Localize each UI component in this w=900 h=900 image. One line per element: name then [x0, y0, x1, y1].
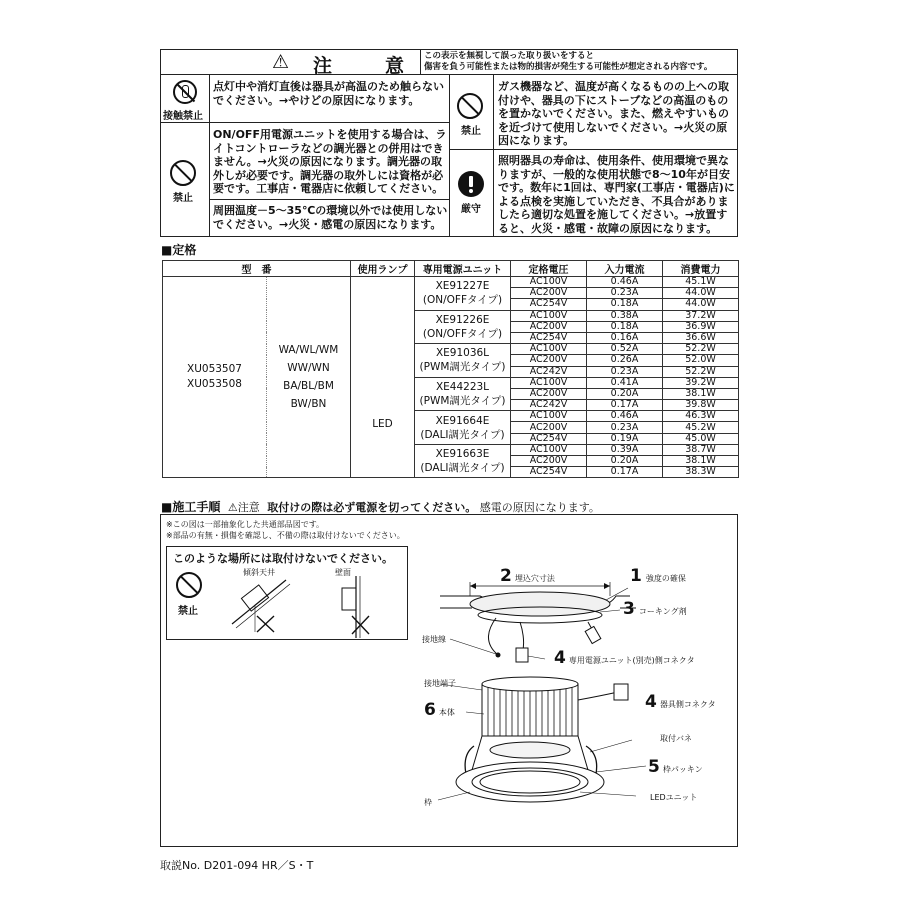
- label-1: 1 強度の確保: [630, 566, 686, 586]
- install-caution-tail: 感電の原因になります。: [479, 501, 600, 514]
- caution-title-mark: ⚠: [272, 51, 290, 73]
- label-6: 6 本体: [424, 700, 455, 720]
- cell-power: 36.6W: [663, 332, 739, 343]
- install-note-2: ※部品の有無・損傷を確認し、不備の際は取付けないでください。: [166, 531, 405, 540]
- header-current: 入力電流: [587, 261, 663, 277]
- caution-item-2-text: ON/OFF用電源ユニットを使用する場合は、ラ イトコントローラなどの調光器との併用はでき ません。→火災の原因になります。調光器の取 外しが必要です。調光器の取外しには資格が必 要です。工事店・電器店に依頼してください。: [213, 128, 447, 195]
- label-4a: 4 専用電源ユニット(別売)側コネクタ: [554, 648, 695, 668]
- cell-current: 0.46A: [587, 277, 663, 288]
- caution-header-note: この表示を無視して誤った取り扱いをすると 傷害を負う可能性または物的損害が発生する可能性が想定される内容です。: [424, 51, 713, 72]
- wall-label: 壁面: [335, 568, 351, 577]
- cell-voltage: AC254V: [511, 467, 587, 478]
- caution-title-2: 意: [385, 55, 405, 77]
- caution-item-1-text: 点灯中や消灯直後は器具が高温のため触らない でください。→やけどの原因になります。: [213, 80, 444, 107]
- power-unit-name: XE91663E (DALI調光タイプ): [415, 444, 511, 478]
- cell-current: 0.46A: [587, 411, 663, 422]
- cell-voltage: AC200V: [511, 388, 587, 399]
- prohibited-icon: [170, 160, 196, 186]
- cell-power: 39.2W: [663, 377, 739, 388]
- cell-voltage: AC254V: [511, 433, 587, 444]
- no-touch-icon: [173, 80, 197, 104]
- cell-voltage: AC200V: [511, 321, 587, 332]
- cell-power: 38.3W: [663, 467, 739, 478]
- mandatory-label: 厳守: [461, 204, 481, 215]
- cell-current: 0.23A: [587, 366, 663, 377]
- caution-title-1: 注: [313, 55, 333, 77]
- cell-power: 38.7W: [663, 444, 739, 455]
- cell-voltage: AC100V: [511, 344, 587, 355]
- cell-power: 39.8W: [663, 400, 739, 411]
- document-number: 取説No. D201-094 HR／S・T: [160, 859, 314, 872]
- cell-current: 0.23A: [587, 288, 663, 299]
- header-power: 消費電力: [663, 261, 739, 277]
- label-frame: 枠: [424, 798, 432, 807]
- sloped-ceiling-label: 傾斜天井: [243, 568, 275, 577]
- cell-voltage: AC100V: [511, 310, 587, 321]
- cell-voltage: AC200V: [511, 288, 587, 299]
- prohibited-label: 禁止: [461, 126, 481, 137]
- cell-power: 44.0W: [663, 288, 739, 299]
- power-unit-name: XE91226E (ON/OFFタイプ): [415, 310, 511, 344]
- cell-power: 38.1W: [663, 388, 739, 399]
- header-unit: 専用電源ユニット: [415, 261, 511, 277]
- cell-current: 0.26A: [587, 355, 663, 366]
- cell-voltage: AC200V: [511, 355, 587, 366]
- cell-voltage: AC100V: [511, 444, 587, 455]
- install-caution-mark: ⚠注意: [227, 501, 260, 514]
- cell-power: 44.0W: [663, 299, 739, 310]
- spec-table: [162, 260, 739, 478]
- cell-power: 45.0W: [663, 433, 739, 444]
- no-place-icon-label: 禁止: [178, 606, 198, 617]
- install-section-title: ■施工手順: [161, 500, 221, 514]
- cell-current: 0.17A: [587, 467, 663, 478]
- cell-power: 36.9W: [663, 321, 739, 332]
- no-touch-label: 接触禁止: [163, 111, 203, 122]
- cell-current: 0.19A: [587, 433, 663, 444]
- caution-row-divider: [449, 149, 738, 150]
- table-row: [163, 277, 739, 288]
- cell-power: 52.2W: [663, 344, 739, 355]
- label-5: 5 枠パッキン: [648, 757, 703, 777]
- cell-current: 0.20A: [587, 388, 663, 399]
- prohibited-icon: [457, 93, 483, 119]
- cell-power: 45.2W: [663, 422, 739, 433]
- cell-current: 0.41A: [587, 377, 663, 388]
- header-voltage: 定格電圧: [511, 261, 587, 277]
- color-variants: WA/WL/WM WW/WN BA/BL/BM BW/BN: [267, 277, 351, 478]
- cell-power: 38.1W: [663, 456, 739, 467]
- cell-power: 37.2W: [663, 310, 739, 321]
- cell-current: 0.20A: [587, 456, 663, 467]
- install-caution-text: 取付けの際は必ず電源を切ってください。: [267, 501, 477, 514]
- cell-current: 0.23A: [587, 422, 663, 433]
- label-ground-wire: 接地線: [422, 635, 446, 644]
- cell-voltage: AC100V: [511, 277, 587, 288]
- caution-header-split: [420, 49, 421, 75]
- cell-current: 0.18A: [587, 321, 663, 332]
- cell-voltage: AC254V: [511, 332, 587, 343]
- cell-voltage: AC100V: [511, 411, 587, 422]
- label-led-unit: LEDユニット: [650, 793, 698, 802]
- cell-power: 52.0W: [663, 355, 739, 366]
- caution-item-5-text: 照明器具の寿命は、使用条件、使用環境で異な りますが、一般的な使用状態で8〜10年が目安 です。数年に1回は、専門家(工事店・電器店)に よる点検を実施していただき、不具合がありま したら適切な処置を施してください。→放置す ると、火災・感電・故障の原因になります。: [498, 154, 735, 235]
- caution-item-4-text: ガス機器など、温度が高くなるものの上への取 付けや、器具の下にストーブなどの高温のもの を置かないでください。また、燃えやすいもの を近づけて使用しないでください。→火災の原 因になります。: [498, 80, 729, 147]
- model-numbers: XU053507 XU053508: [163, 277, 267, 478]
- power-unit-name: XE91664E (DALI調光タイプ): [415, 411, 511, 445]
- no-place-illustration: [166, 546, 408, 640]
- caution-right-icon-split: [493, 74, 494, 237]
- cell-current: 0.16A: [587, 332, 663, 343]
- label-2: 2 埋込穴寸法: [500, 566, 555, 586]
- cell-voltage: AC242V: [511, 366, 587, 377]
- power-unit-name: XE91227E (ON/OFFタイプ): [415, 277, 511, 311]
- label-3: 3 コーキング剤: [623, 599, 687, 619]
- cell-voltage: AC200V: [511, 422, 587, 433]
- label-4b: 4 器具側コネクタ: [645, 692, 716, 712]
- caution-row-divider: [209, 199, 449, 200]
- mandatory-icon: [458, 171, 484, 197]
- header-lamp: 使用ランプ: [351, 261, 415, 277]
- cell-power: 46.3W: [663, 411, 739, 422]
- cell-current: 0.17A: [587, 400, 663, 411]
- cell-power: 45.1W: [663, 277, 739, 288]
- spec-header-row: [163, 261, 739, 277]
- cell-voltage: AC254V: [511, 299, 587, 310]
- power-unit-name: XE91036L (PWM調光タイプ): [415, 344, 511, 378]
- label-ground-terminal: 接地端子: [424, 679, 456, 688]
- caution-left-icon-split: [209, 74, 210, 237]
- cell-voltage: AC200V: [511, 456, 587, 467]
- cell-voltage: AC242V: [511, 400, 587, 411]
- cell-current: 0.39A: [587, 444, 663, 455]
- caution-row-divider: [160, 122, 449, 123]
- no-place-title: このような場所には取付けないでください。: [173, 552, 393, 565]
- cell-current: 0.18A: [587, 299, 663, 310]
- cell-voltage: AC100V: [511, 377, 587, 388]
- cell-power: 52.2W: [663, 366, 739, 377]
- install-header: [161, 498, 600, 515]
- lamp-type: LED: [351, 277, 415, 478]
- caution-column-split: [449, 74, 450, 237]
- cell-current: 0.38A: [587, 310, 663, 321]
- cell-current: 0.52A: [587, 344, 663, 355]
- install-note-1: ※この図は一部抽象化した共通部品図です。: [166, 520, 325, 529]
- caution-item-3-text: 周囲温度－5〜35℃の環境以外では使用しない でください。→火災・感電の原因になります。: [213, 204, 448, 231]
- spec-section-title: ■定格: [161, 243, 197, 257]
- power-unit-name: XE44223L (PWM調光タイプ): [415, 377, 511, 411]
- label-spring: 取付バネ: [660, 734, 692, 743]
- prohibited-label: 禁止: [173, 193, 193, 204]
- header-model: 型 番: [163, 261, 351, 277]
